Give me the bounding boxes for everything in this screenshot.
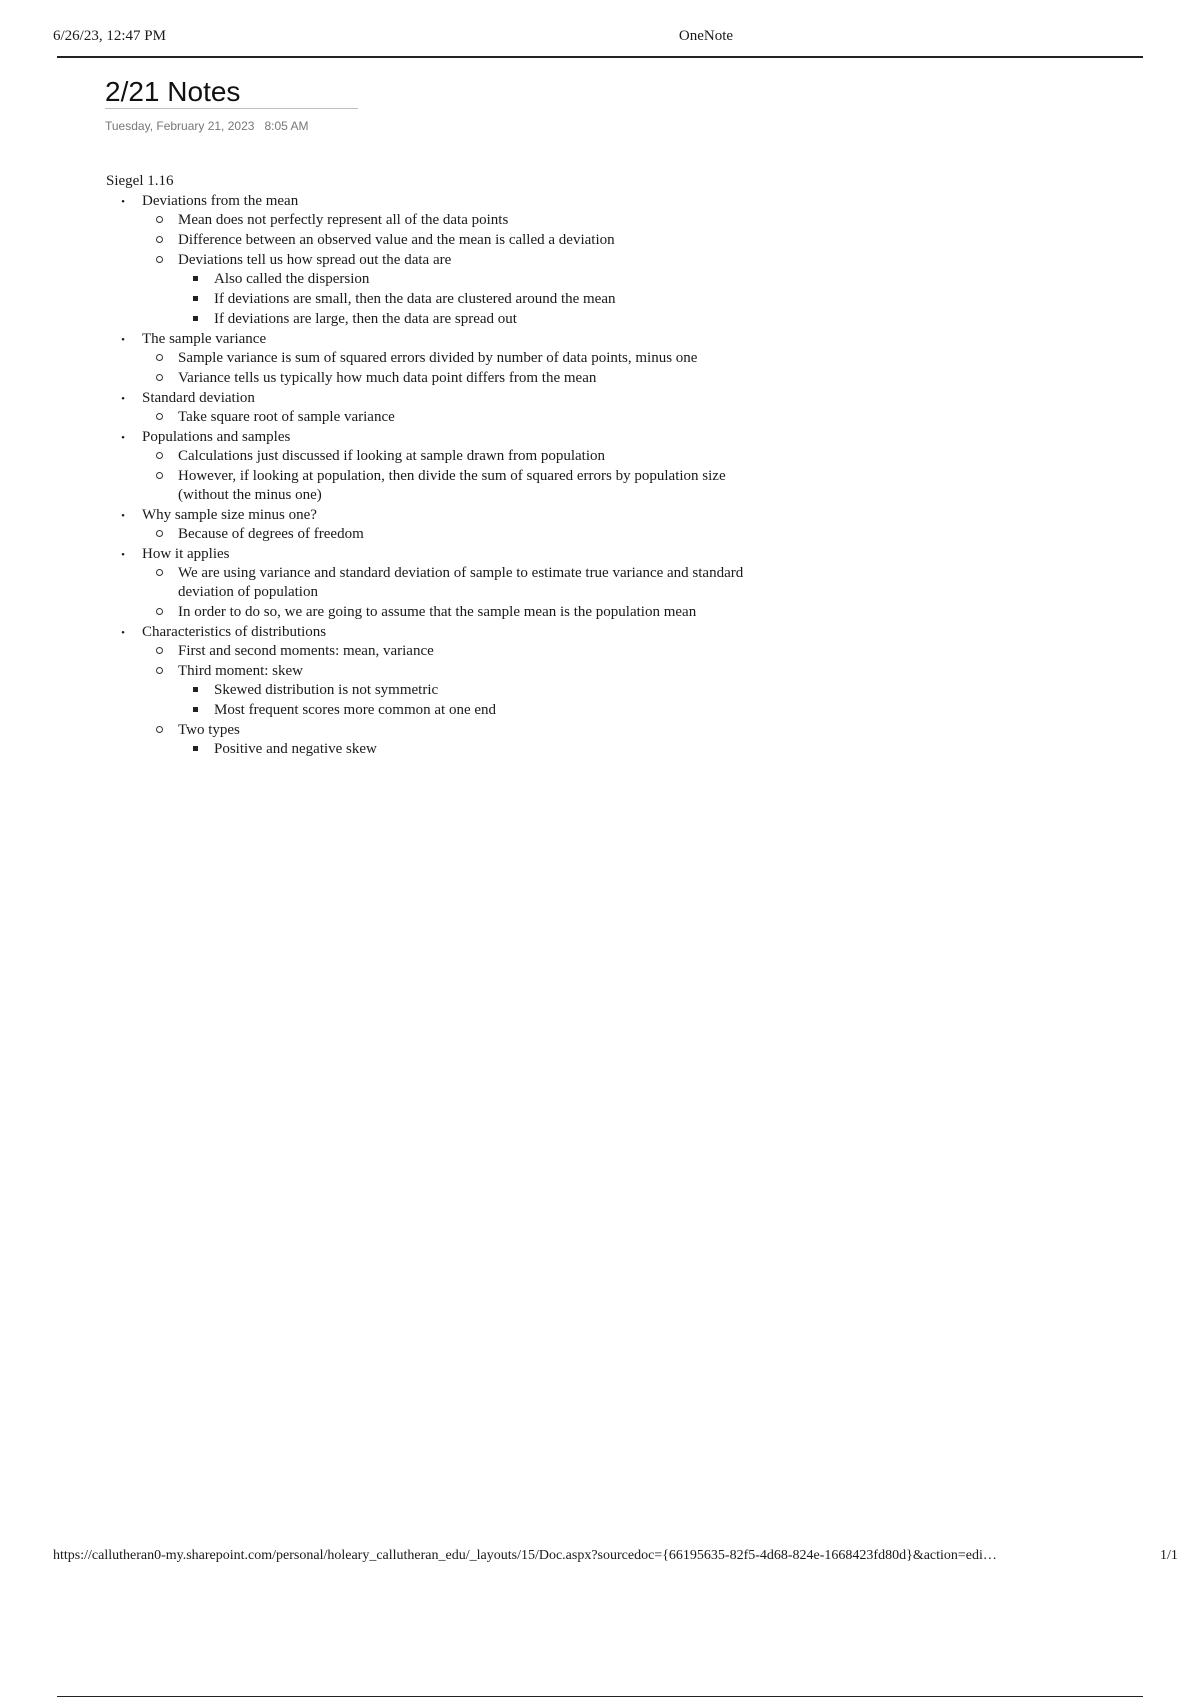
page-time: 8:05 AM [264, 119, 309, 133]
outline-item-level-3 [178, 290, 746, 309]
bullet-icon [152, 564, 166, 583]
bullet-icon [116, 389, 130, 409]
bullet-icon [152, 603, 166, 622]
outline-item-text: Standard deviation [142, 390, 255, 406]
outline-item-level-1 [106, 623, 746, 759]
outline-item-level-3 [178, 310, 746, 329]
bullet-icon [116, 545, 130, 565]
outline-item-level-2 [142, 525, 746, 544]
bullet-icon [152, 721, 166, 740]
page-date: Tuesday, February 21, 2023 [105, 119, 255, 133]
outline-item-text: Also called the dispersion [214, 271, 370, 287]
bullet-icon [152, 525, 166, 544]
outline-item-text: Characteristics of distributions [142, 624, 327, 640]
outline-item-text: Because of degrees of freedom [178, 526, 364, 542]
outline-item-text: Deviations tell us how spread out the data are [178, 252, 452, 268]
outline-sublist [142, 447, 746, 505]
outline-sublist [142, 211, 746, 329]
outline-item-text: However, if looking at population, then divide the sum of squared errors by population size (without the minus one) [178, 468, 726, 503]
print-app-name: OneNote [678, 28, 734, 44]
outline-sublist [178, 740, 746, 759]
outline-item-text: If deviations are small, then the data are clustered around the mean [214, 291, 616, 307]
outline-item-text: First and second moments: mean, variance [178, 643, 434, 659]
bullet-icon [116, 330, 130, 350]
outline-item-level-1 [106, 428, 746, 505]
outline-item-text: Why sample size minus one? [142, 507, 317, 523]
bullet-icon [116, 623, 130, 643]
outline-item-level-1 [106, 389, 746, 427]
print-date: 6/26/23, 12:47 PM [53, 28, 166, 44]
outline-item-level-2 [142, 231, 746, 250]
outline-item-text: In order to do so, we are going to assume that the sample mean is the population mean [178, 604, 697, 620]
outline-item-level-1 [106, 192, 746, 329]
outline-item-level-3 [178, 701, 746, 720]
outline-item-text: Skewed distribution is not symmetric [214, 682, 439, 698]
outline-item-level-2 [142, 349, 746, 368]
outline-item-level-2 [142, 408, 746, 427]
outline-item-text: Positive and negative skew [214, 741, 377, 757]
title-underline [105, 108, 358, 109]
outline-item-text: We are using variance and standard deviation of sample to estimate true variance and standard deviation of population [178, 565, 744, 600]
bullet-icon [188, 740, 202, 759]
outline-sublist [142, 642, 746, 759]
outline-item-text: Deviations from the mean [142, 193, 299, 209]
outline-item-level-2 [142, 447, 746, 466]
outline-item-text: Difference between an observed value and the mean is called a deviation [178, 232, 615, 248]
footer-divider [57, 1696, 1143, 1697]
outline-item-level-2 [142, 467, 746, 505]
outline-item-text: Populations and samples [142, 429, 291, 445]
outline-sublist [142, 525, 746, 544]
page-title: 2/21 Notes [105, 76, 241, 107]
outline-item-text: Most frequent scores more common at one end [214, 702, 497, 718]
bullet-icon [152, 467, 166, 486]
outline-item-text: Sample variance is sum of squared errors divided by number of data points, minus one [178, 350, 698, 366]
print-header-title-wrapper [0, 28, 1200, 45]
notes-list [106, 192, 746, 759]
bullet-icon [152, 211, 166, 230]
outline-sublist [178, 681, 746, 720]
bullet-icon [152, 369, 166, 388]
outline-item-text: Third moment: skew [178, 663, 303, 679]
outline-item-level-1 [106, 545, 746, 622]
outline-item-text: The sample variance [142, 331, 267, 347]
outline-item-level-3 [178, 270, 746, 289]
outline-item-text: Mean does not perfectly represent all of the data points [178, 212, 509, 228]
outline-item-level-2 [142, 564, 746, 602]
notes-heading: Siegel 1.16 [106, 173, 174, 189]
outline-sublist [142, 408, 746, 427]
bullet-icon [152, 251, 166, 270]
outline-item-text: Take square root of sample variance [178, 409, 395, 425]
outline-item-text: Two types [178, 722, 240, 738]
outline-item-level-2 [142, 603, 746, 622]
outline-item-level-1 [106, 330, 746, 388]
outline-item-level-2 [142, 721, 746, 759]
print-page-number: 1/1 [1160, 1548, 1178, 1563]
bullet-icon [116, 506, 130, 526]
bullet-icon [188, 681, 202, 700]
bullet-icon [152, 447, 166, 466]
bullet-icon [152, 349, 166, 368]
outline-item-text: Variance tells us typically how much data point differs from the mean [178, 370, 597, 386]
outline-item-text: Calculations just discussed if looking at sample drawn from population [178, 448, 606, 464]
bullet-icon [152, 662, 166, 681]
outline-sublist [142, 564, 746, 622]
outline-item-level-3 [178, 740, 746, 759]
bullet-icon [188, 290, 202, 309]
print-url: https://callutheran0-my.sharepoint.com/personal/holeary_callutheran_edu/_layouts/15/Doc.aspx?sourcedoc={66195635-82f5-4d68-824e-1668423fd80d}&action=edi… [53, 1548, 997, 1563]
outline-item-text: How it applies [142, 546, 230, 562]
outline-item-level-1 [106, 506, 746, 544]
outline-item-level-2 [142, 662, 746, 720]
outline-item-level-2 [142, 642, 746, 661]
bullet-icon [152, 231, 166, 250]
outline-sublist [178, 270, 746, 329]
bullet-icon [188, 270, 202, 289]
outline-sublist [142, 349, 746, 388]
page-datetime [105, 119, 308, 133]
bullet-icon [188, 310, 202, 329]
header-divider [57, 56, 1143, 58]
outline-item-text: If deviations are large, then the data are spread out [214, 311, 517, 327]
outline-item-level-2 [142, 211, 746, 230]
bullet-icon [116, 428, 130, 448]
bullet-icon [116, 192, 130, 212]
bullet-icon [188, 701, 202, 720]
outline-item-level-3 [178, 681, 746, 700]
bullet-icon [152, 642, 166, 661]
outline-item-level-2 [142, 369, 746, 388]
outline-item-level-2 [142, 251, 746, 329]
notes-outline [106, 172, 746, 760]
bullet-icon [152, 408, 166, 427]
